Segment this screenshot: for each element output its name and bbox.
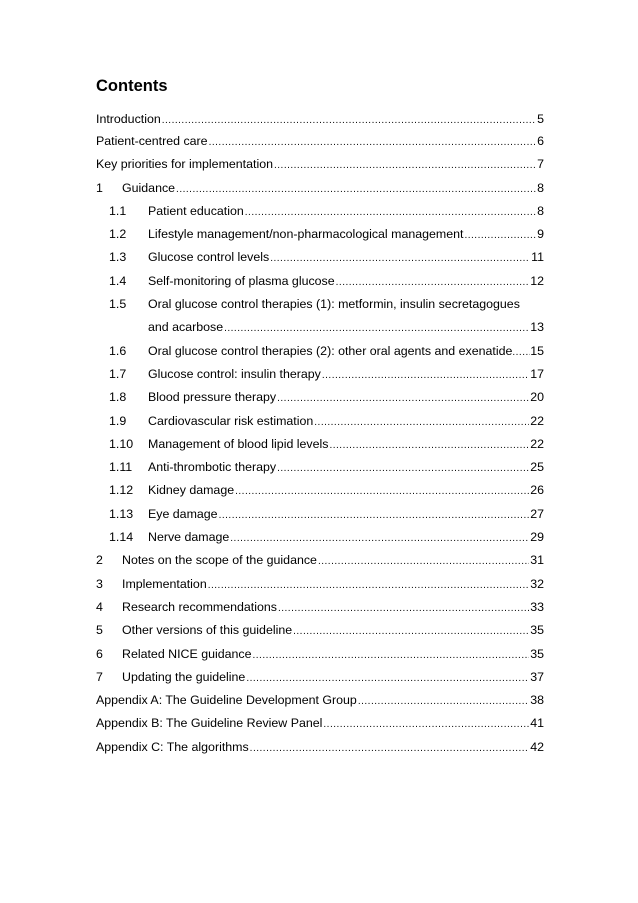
toc-entry-number: 7 <box>96 669 103 684</box>
toc-entry[interactable] <box>96 739 544 762</box>
toc-entry-title: Appendix C: The algorithms <box>96 739 249 754</box>
toc-entry[interactable] <box>96 599 544 622</box>
toc-entry-page: 17 <box>530 366 544 381</box>
toc-entry[interactable] <box>96 646 544 669</box>
toc-entry-title: Notes on the scope of the guidance <box>122 553 317 568</box>
toc-entry[interactable] <box>96 156 544 179</box>
toc-entry-number: 5 <box>96 623 103 638</box>
toc-entry[interactable] <box>96 343 544 366</box>
toc-entry[interactable] <box>96 552 544 575</box>
toc-entry-number: 1.8 <box>109 390 127 405</box>
toc-entry-title: Related NICE guidance <box>122 646 252 661</box>
toc-entry-number: 1.11 <box>109 460 133 475</box>
toc-entry-page: 6 <box>537 134 544 148</box>
toc-entry-title: Patient-centred care <box>96 134 208 148</box>
toc-entry-title: Oral glucose control therapies (2): other oral agents and exenatide <box>148 343 513 358</box>
toc-entry-page: 13 <box>530 320 544 335</box>
dot-leader <box>314 414 529 431</box>
dot-leader <box>219 507 530 524</box>
dot-leader <box>277 460 529 477</box>
toc-entry-number: 2 <box>96 553 103 568</box>
toc-entry-title: Patient education <box>148 203 244 218</box>
toc-entry[interactable] <box>96 180 544 203</box>
dot-leader <box>336 274 530 291</box>
toc-entry[interactable] <box>96 506 544 529</box>
toc-entry[interactable] <box>96 692 544 715</box>
toc-entry-page: 37 <box>530 669 544 684</box>
dot-leader <box>209 134 537 151</box>
dot-leader <box>293 623 529 640</box>
toc-entry-number: 1.12 <box>109 483 134 498</box>
toc-entry[interactable] <box>96 296 544 319</box>
toc-entry-page: 8 <box>537 180 544 195</box>
toc-entry-page: 12 <box>530 273 544 288</box>
toc-entry-page: 31 <box>530 553 544 568</box>
toc-entry-number: 1.5 <box>109 297 127 312</box>
toc-entry-page: 9 <box>537 227 544 242</box>
toc-entry-title: Other versions of this guideline <box>122 623 293 638</box>
toc-entry[interactable] <box>96 111 544 133</box>
toc-entry-number: 1.1 <box>109 203 127 218</box>
toc-entry-page: 32 <box>530 576 544 591</box>
toc-entry-title: Introduction <box>96 112 161 126</box>
toc-entry-page: 42 <box>530 739 544 754</box>
toc-entry-number: 1.4 <box>109 273 127 288</box>
dot-leader <box>208 577 529 594</box>
toc-entry-title: Updating the guideline <box>122 669 246 684</box>
toc-entry-page: 26 <box>530 483 544 498</box>
dot-leader <box>235 483 529 500</box>
toc-entry-page: 8 <box>537 203 544 218</box>
toc-entry-title: Management of blood lipid levels <box>148 436 329 451</box>
dot-leader <box>176 181 536 198</box>
toc-entry-page: 11 <box>531 250 544 265</box>
dot-leader <box>464 227 536 244</box>
toc-entry[interactable] <box>96 273 544 296</box>
toc-entry[interactable] <box>96 389 544 412</box>
toc-entry-number: 6 <box>96 646 103 661</box>
toc-entry-number: 1 <box>96 180 103 195</box>
toc-entry-title: Glucose control: insulin therapy <box>148 366 321 381</box>
toc-entry[interactable] <box>96 482 544 505</box>
toc-entry-number: 1.10 <box>109 436 134 451</box>
toc-entry[interactable] <box>96 576 544 599</box>
toc-entry[interactable] <box>96 669 544 692</box>
toc-entry[interactable] <box>96 203 544 226</box>
toc-entry[interactable] <box>96 715 544 738</box>
dot-leader <box>512 344 530 361</box>
toc-entry-page: 5 <box>537 112 544 126</box>
toc-entry-page: 25 <box>530 460 544 475</box>
toc-entry[interactable] <box>96 622 544 645</box>
dot-leader <box>253 647 530 664</box>
toc-entry[interactable] <box>96 226 544 249</box>
dot-leader <box>230 530 529 547</box>
toc-entry-page: 41 <box>530 716 544 731</box>
dot-leader <box>270 250 530 267</box>
dot-leader <box>224 320 529 337</box>
toc-entry-title: Cardiovascular risk estimation <box>148 413 314 428</box>
dot-leader <box>162 112 536 129</box>
toc-entry-title: Kidney damage <box>148 483 235 498</box>
toc-entry-title: Anti-thrombotic therapy <box>148 460 277 475</box>
toc-entry-title: Lifestyle management/non-pharmacological management <box>148 227 464 242</box>
dot-leader <box>246 670 529 687</box>
dot-leader <box>358 693 529 710</box>
toc-entry[interactable] <box>96 459 544 482</box>
dot-leader <box>250 740 530 757</box>
contents-heading: Contents <box>96 77 168 95</box>
toc-entry-title: Blood pressure therapy <box>148 390 277 405</box>
toc-entry-number: 1.14 <box>109 530 134 545</box>
toc-entry-title-cont: and acarbose <box>148 320 224 335</box>
toc-entry-title: Research recommendations <box>122 599 277 614</box>
dot-leader <box>322 367 529 384</box>
toc-entry-number: 3 <box>96 576 103 591</box>
dot-leader <box>323 716 529 733</box>
toc-entry-number: 1.2 <box>109 227 127 242</box>
dot-leader <box>245 204 536 221</box>
toc-entry-page: 38 <box>530 693 544 708</box>
toc-entry-number: 1.7 <box>109 366 127 381</box>
toc-entry[interactable] <box>96 413 544 436</box>
toc-entry-page: 7 <box>537 157 544 172</box>
toc-entry-number: 4 <box>96 599 103 614</box>
toc-entry[interactable] <box>96 366 544 389</box>
toc-entry-title: Key priorities for implementation <box>96 157 273 172</box>
toc-entry-number: 1.3 <box>109 250 127 265</box>
toc-entry-title: Guidance <box>122 180 176 195</box>
toc-entry-title: Nerve damage <box>148 530 230 545</box>
toc-entry-page: 35 <box>530 623 544 638</box>
dot-leader <box>277 390 529 407</box>
toc-entry[interactable] <box>96 249 544 272</box>
table-of-contents <box>96 111 544 762</box>
dot-leader <box>278 600 529 617</box>
dot-leader <box>318 553 529 570</box>
toc-entry-title: Eye damage <box>148 506 218 521</box>
toc-entry-page: 27 <box>530 506 544 521</box>
toc-entry[interactable] <box>96 529 544 552</box>
toc-entry-page: 22 <box>530 436 544 451</box>
dot-leader <box>329 437 529 454</box>
toc-entry-page: 15 <box>530 343 544 358</box>
toc-entry-title: Self-monitoring of plasma glucose <box>148 273 335 288</box>
toc-entry-number: 1.6 <box>109 343 127 358</box>
toc-entry-title: Glucose control levels <box>148 250 270 265</box>
toc-entry-title: Implementation <box>122 576 207 591</box>
toc-entry-page: 35 <box>530 646 544 661</box>
toc-entry-number: 1.13 <box>109 506 134 521</box>
toc-entry-page: 22 <box>530 413 544 428</box>
dot-leader <box>274 157 536 174</box>
toc-entry-page: 33 <box>530 599 544 614</box>
toc-entry-page: 29 <box>530 530 544 545</box>
toc-entry-continuation[interactable] <box>96 319 544 342</box>
toc-entry[interactable] <box>96 133 544 156</box>
toc-entry[interactable] <box>96 436 544 459</box>
toc-entry-title: Appendix B: The Guideline Review Panel <box>96 716 323 731</box>
toc-entry-title: Appendix A: The Guideline Development Group <box>96 693 357 708</box>
toc-entry-title: Oral glucose control therapies (1): metformin, insulin secretagogues <box>148 297 520 312</box>
toc-entry-page: 20 <box>530 390 544 405</box>
toc-entry-number: 1.9 <box>109 413 127 428</box>
